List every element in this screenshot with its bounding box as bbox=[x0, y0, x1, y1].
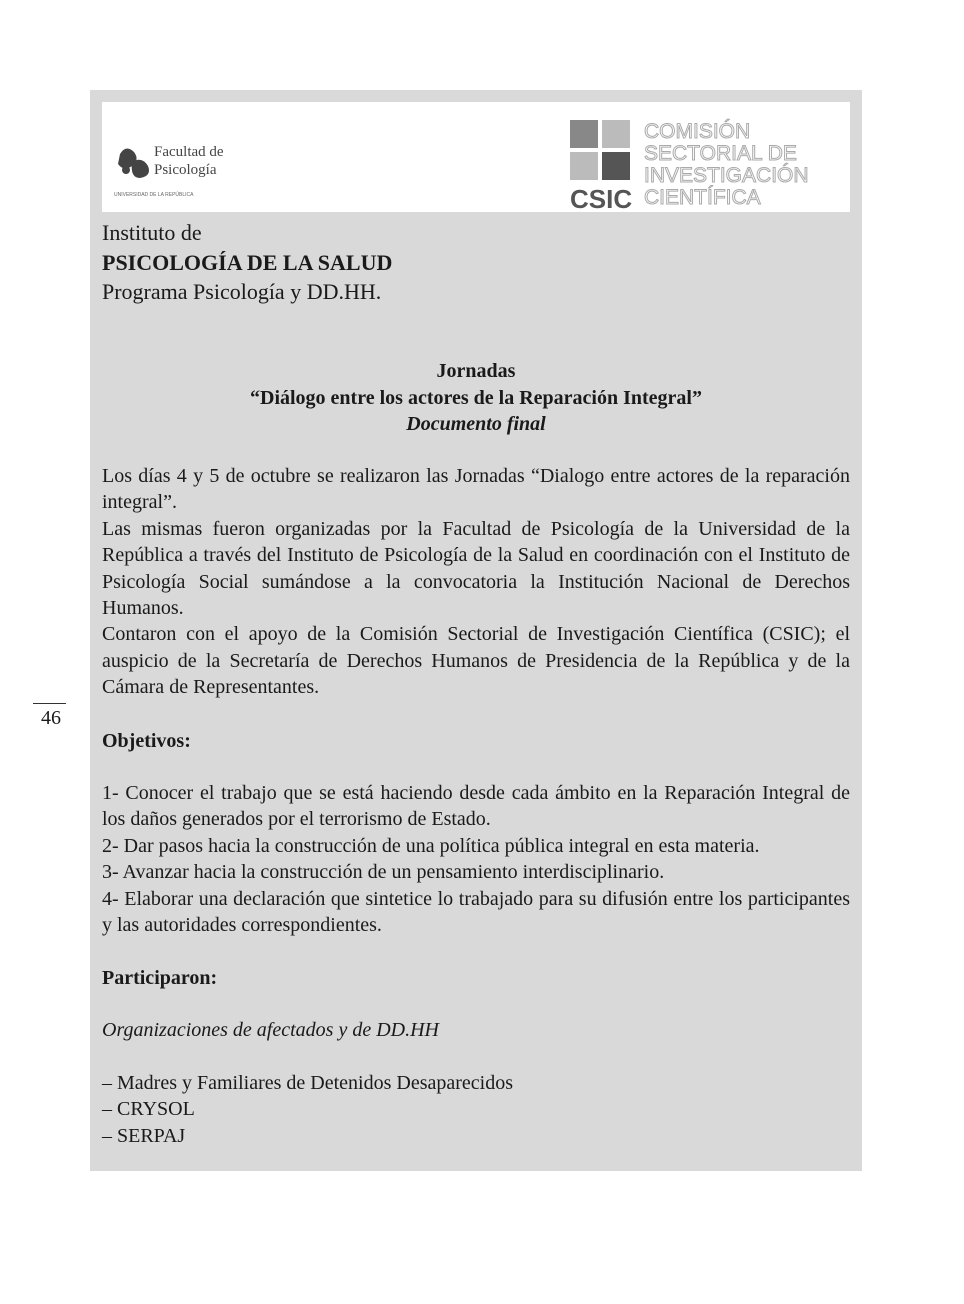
intro-paragraph: Contaron con el apoyo de la Comisión Sectorial de Investigación Científica (CSIC); el auspicio de la Secretaría de Derechos Humanos de Presidencia de la República y de la Cámara de Representantes. bbox=[102, 623, 850, 699]
content-panel bbox=[90, 90, 862, 1171]
csic-line2: SECTORIAL DE bbox=[644, 142, 797, 165]
csic-line4: CIENTÍFICA bbox=[644, 186, 761, 209]
document-title bbox=[102, 358, 850, 438]
page-number: 46 bbox=[41, 707, 61, 729]
objectives-list bbox=[102, 780, 850, 938]
title-dialogo: “Diálogo entre los actores de la Reparación Integral” bbox=[250, 386, 702, 409]
facultad-psicologia-logo bbox=[110, 132, 270, 202]
institute-line: Instituto de bbox=[102, 220, 202, 245]
logo-left-subtext: UNIVERSIDAD DE LA REPÚBLICA bbox=[114, 192, 194, 198]
logo-left-line1: Facultad de bbox=[154, 144, 224, 160]
csic-abbr: CSIC bbox=[570, 184, 633, 212]
title-documento: Documento final bbox=[406, 413, 546, 435]
organization-item: – SERPAJ bbox=[102, 1124, 186, 1147]
organization-item: – Madres y Familiares de Detenidos Desaparecidos bbox=[102, 1072, 513, 1094]
logo-banner bbox=[102, 102, 850, 212]
objectives-heading: Objetivos: bbox=[102, 730, 191, 752]
objective-item: 2- Dar pasos hacia la construcción de una política pública integral en esta materia. bbox=[102, 834, 760, 857]
participants-heading: Participaron: bbox=[102, 967, 218, 989]
csic-logo bbox=[568, 118, 850, 212]
csic-line3: INVESTIGACIÓN bbox=[644, 164, 809, 187]
logo-left-line2: Psicología bbox=[154, 162, 217, 178]
objective-item: 1- Conocer el trabajo que se está haciendo desde cada ámbito en la Reparación Integral de los daños generados por el terrorismo de Estado. bbox=[102, 782, 850, 831]
organization-item: – CRYSOL bbox=[102, 1098, 195, 1121]
program-name: Programa Psicología y DD.HH. bbox=[102, 279, 382, 304]
title-jornadas: Jornadas bbox=[436, 360, 516, 382]
organizations-heading: Organizaciones de afectados y de DD.HH bbox=[102, 1019, 439, 1041]
intro-paragraph: Los días 4 y 5 de octubre se realizaron las Jornadas “Dialogo entre actores de la reparación integral”. bbox=[102, 465, 850, 514]
institute-header bbox=[102, 218, 850, 307]
objective-item: 4- Elaborar una declaración que sintetice lo trabajado para su difusión entre los participantes y las autoridades correspondientes. bbox=[102, 887, 850, 937]
objective-item: 3- Avanzar hacia la construcción de un pensamiento interdisciplinario. bbox=[102, 861, 665, 884]
institute-name: PSICOLOGÍA DE LA SALUD bbox=[102, 249, 393, 275]
intro-section bbox=[102, 463, 850, 701]
intro-paragraph: Las mismas fueron organizadas por la Facultad de Psicología de la Universidad de la República a través del Instituto de Psicología de la Salud en coordinación con el Instituto de Psicología Social sumándose a la convocatoria la Institución Nacional de Derechos Humanos. bbox=[102, 517, 850, 620]
csic-line1: COMISIÓN bbox=[644, 120, 751, 143]
page-number-rule bbox=[33, 703, 66, 704]
organizations-list bbox=[102, 1070, 850, 1149]
